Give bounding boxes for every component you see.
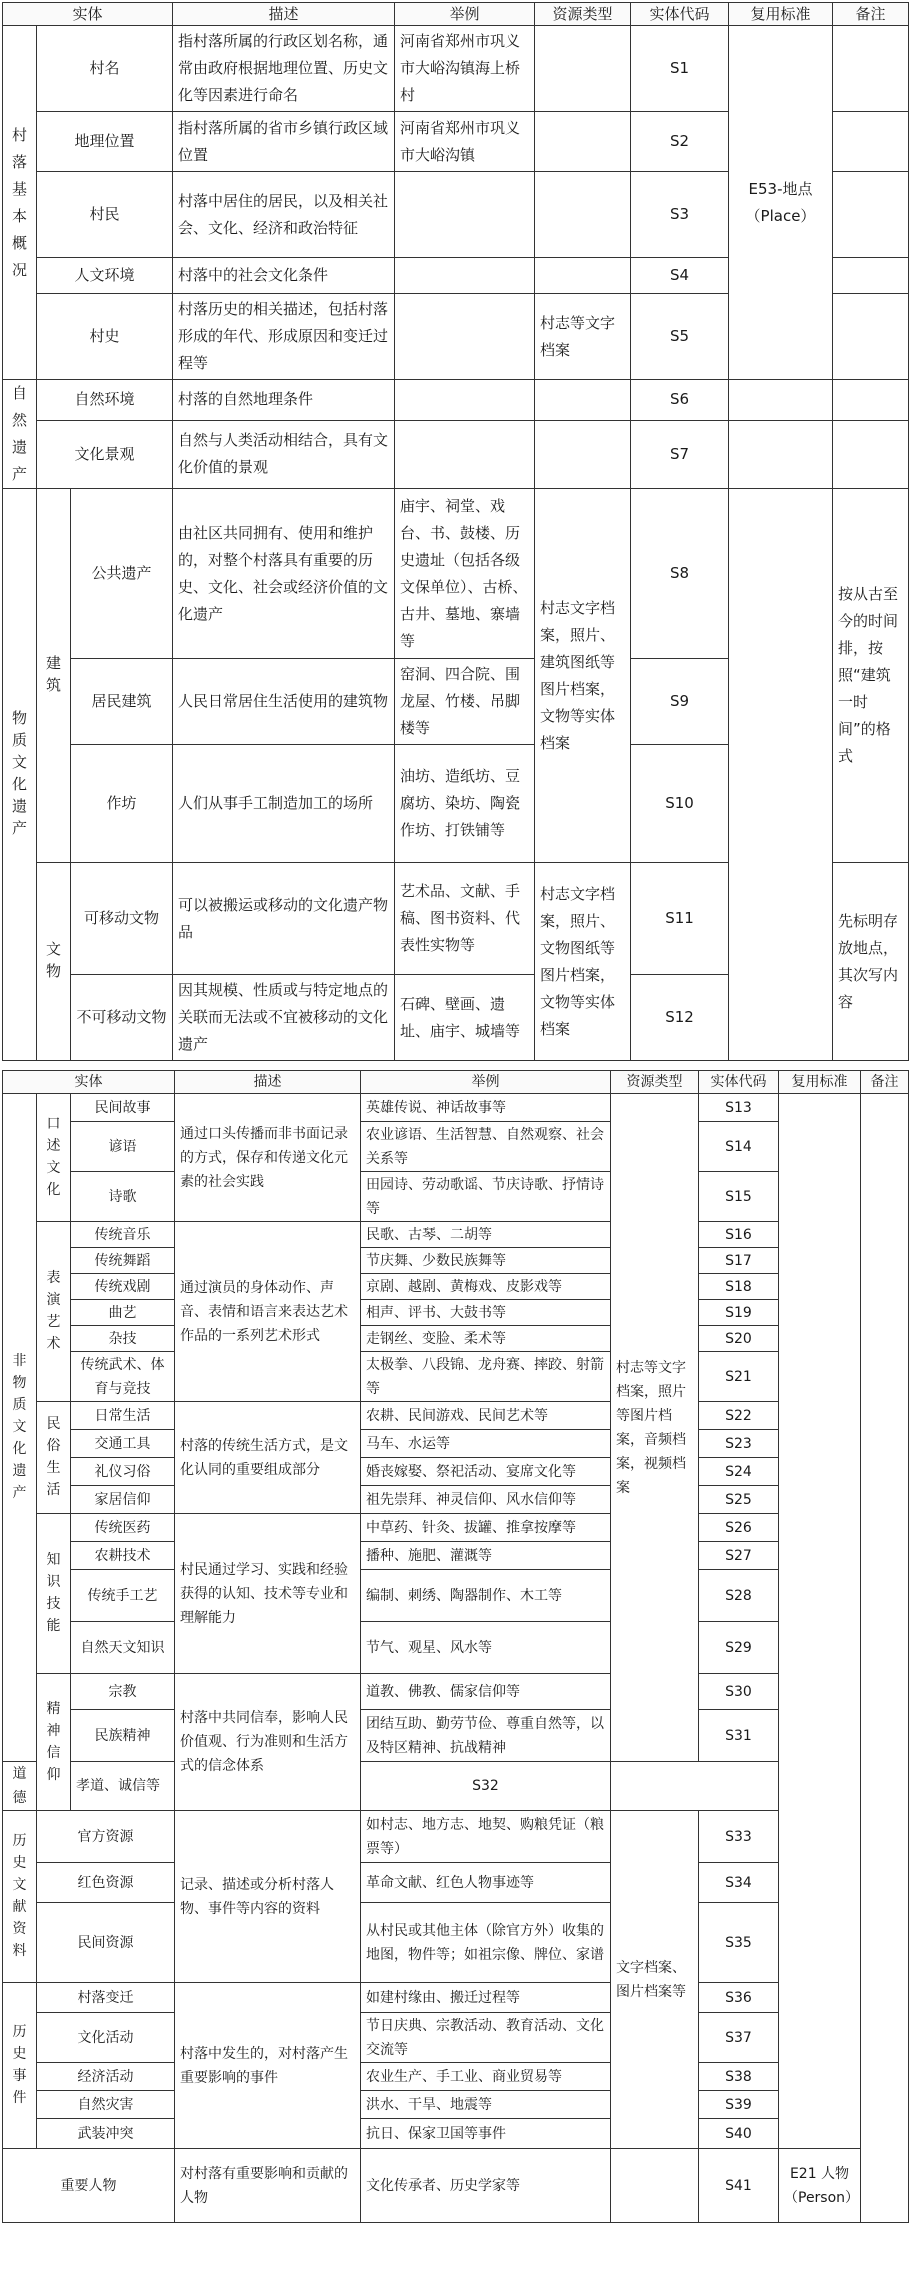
code-cell: S29 [699, 1622, 779, 1674]
example-cell: 如村志、地方志、地契、购粮凭证（粮票等） [361, 1811, 611, 1863]
example-cell: 河南省郑州市巩义市大峪沟镇海上桥村 [395, 26, 535, 112]
entity-cell: 谚语 [71, 1122, 175, 1172]
code-cell: S38 [699, 2063, 779, 2091]
example-cell: 节日庆典、宗教活动、教育活动、文化交流等 [361, 2013, 611, 2063]
entity-cell: 重要人物 [3, 2149, 175, 2223]
code-cell: S28 [699, 1570, 779, 1622]
note-cell [861, 1094, 909, 2223]
entity-cell: 公共遗产 [71, 489, 173, 659]
code-cell: S39 [699, 2091, 779, 2119]
code-cell: S19 [699, 1300, 779, 1326]
example-cell: 油坊、造纸坊、豆腐坊、染坊、陶瓷作坊、打铁铺等 [395, 745, 535, 863]
example-cell: 艺术品、文献、手稿、图书资料、代表性实物等 [395, 863, 535, 975]
example-cell: 革命文献、红色人物事迹等 [361, 1863, 611, 1903]
category-intangible: 非物质文化遗产 [3, 1094, 37, 1762]
resource-cell [535, 380, 631, 421]
example-cell [395, 380, 535, 421]
example-cell: 团结互助、勤劳节俭、尊重自然等，以及特区精神、抗战精神 [361, 1710, 611, 1762]
note-cell [833, 420, 909, 488]
entity-cell: 人文环境 [37, 258, 173, 294]
header-example: 举例 [361, 1071, 611, 1094]
code-cell: S22 [699, 1402, 779, 1430]
resource-cell [535, 258, 631, 294]
header-example: 举例 [395, 3, 535, 26]
code-cell: S26 [699, 1514, 779, 1542]
example-cell: 相声、评书、大鼓书等 [361, 1300, 611, 1326]
code-cell: S37 [699, 2013, 779, 2063]
subcategory-relic: 文物 [37, 863, 71, 1061]
desc-spirit: 村落中共同信奉，影响人民价值观、行为准则和生活方式的信念体系 [175, 1674, 361, 1811]
desc-cell: 村落中的社会文化条件 [173, 258, 395, 294]
entity-cell: 日常生活 [71, 1402, 175, 1430]
example-cell: 祖先崇拜、神灵信仰、风水信仰等 [361, 1486, 611, 1514]
desc-cell: 人民日常居住生活使用的建筑物 [173, 659, 395, 745]
resource-building: 村志文字档案，照片、建筑图纸等图片档案，文物等实体档案 [535, 489, 631, 863]
entity-cell: 民族精神 [71, 1710, 175, 1762]
code-cell: S33 [699, 1811, 779, 1863]
entity-cell: 村落变迁 [37, 1983, 175, 2013]
example-cell: 田园诗、劳动歌谣、节庆诗歌、抒情诗等 [361, 1172, 611, 1222]
example-cell: 走钢丝、变脸、柔术等 [361, 1326, 611, 1352]
category-basic: 村落基本概况 [3, 26, 37, 380]
entity-cell: 传统舞蹈 [71, 1248, 175, 1274]
reuse-person: E21 人物（Person） [779, 2149, 861, 2223]
desc-cell: 村落历史的相关描述，包括村落形成的年代、形成原因和变迁过程等 [173, 294, 395, 380]
subcategory-folk: 民俗生活 [37, 1402, 71, 1514]
code-cell: S35 [699, 1903, 779, 1983]
resource-cell [535, 112, 631, 172]
entity-cell: 传统手工艺 [71, 1570, 175, 1622]
entity-cell: 传统戏剧 [71, 1274, 175, 1300]
example-cell: 河南省郑州市巩义市大峪沟镇 [395, 112, 535, 172]
desc-events: 村落中发生的，对村落产生重要影响的事件 [175, 1983, 361, 2149]
code-cell: S11 [631, 863, 729, 975]
example-cell: 道教、佛教、儒家信仰等 [361, 1674, 611, 1710]
example-cell: 节气、观星、风水等 [361, 1622, 611, 1674]
example-cell: 太极拳、八段锦、龙舟赛、摔跤、射箭等 [361, 1352, 611, 1402]
header-reuse: 复用标准 [729, 3, 833, 26]
header-resource: 资源类型 [535, 3, 631, 26]
example-cell [395, 420, 535, 488]
desc-cell: 自然与人类活动相结合，具有文化价值的景观 [173, 420, 395, 488]
entity-table-part2 [2, 1070, 909, 2223]
code-cell: S16 [699, 1222, 779, 1248]
code-cell: S27 [699, 1542, 779, 1570]
example-cell: 庙宇、祠堂、戏台、书、鼓楼、历史遗址（包括各级文保单位）、古桥、古井、墓地、寨墙等 [395, 489, 535, 659]
example-cell [395, 294, 535, 380]
entity-cell: 家居信仰 [71, 1486, 175, 1514]
example-cell: 英雄传说、神话故事等 [361, 1094, 611, 1122]
entity-cell: 道德 [3, 1762, 37, 1811]
subcategory-knowledge: 知识技能 [37, 1514, 71, 1674]
reuse-cell [779, 1094, 861, 2149]
header-code: 实体代码 [699, 1071, 779, 1094]
example-cell: 农业生产、手工业、商业贸易等 [361, 2063, 611, 2091]
desc-cell: 因其规模、性质或与特定地点的关联而无法或不宜被移动的文化遗产 [173, 975, 395, 1061]
header-desc: 描述 [173, 3, 395, 26]
entity-cell: 地理位置 [37, 112, 173, 172]
entity-cell: 农耕技术 [71, 1542, 175, 1570]
desc-cell: 指村落所属的省市乡镇行政区域位置 [173, 112, 395, 172]
entity-cell: 诗歌 [71, 1172, 175, 1222]
example-cell: 马车、水运等 [361, 1430, 611, 1458]
example-cell [395, 258, 535, 294]
resource-cell [535, 172, 631, 258]
example-cell: 窑洞、四合院、围龙屋、竹楼、吊脚楼等 [395, 659, 535, 745]
entity-cell: 自然环境 [37, 380, 173, 421]
desc-cell: 村落中居住的居民，以及相关社会、文化、经济和政治特征 [173, 172, 395, 258]
entity-cell: 村史 [37, 294, 173, 380]
example-cell: 文化传承者、历史学家等 [361, 2149, 611, 2223]
desc-cell: 村落的自然地理条件 [173, 380, 395, 421]
note-cell [833, 26, 909, 112]
entity-cell: 村民 [37, 172, 173, 258]
entity-table-part1 [2, 2, 909, 1061]
note-cell [833, 112, 909, 172]
desc-cell: 人们从事手工制造加工的场所 [173, 745, 395, 863]
note-cell [833, 258, 909, 294]
code-cell: S20 [699, 1326, 779, 1352]
code-cell: S34 [699, 1863, 779, 1903]
entity-cell: 民间资源 [37, 1903, 175, 1983]
resource-cell [535, 26, 631, 112]
note-cell [833, 294, 909, 380]
note-cell [833, 172, 909, 258]
code-cell: S25 [699, 1486, 779, 1514]
entity-cell: 曲艺 [71, 1300, 175, 1326]
code-cell: S32 [361, 1762, 611, 1811]
category-history-docs: 历史文献资料 [3, 1811, 37, 1983]
note-building: 按从古至今的时间排，按照“建筑一时间”的格式 [833, 489, 909, 863]
header-note: 备注 [833, 3, 909, 26]
code-cell: S31 [699, 1710, 779, 1762]
code-cell: S4 [631, 258, 729, 294]
code-cell: S5 [631, 294, 729, 380]
example-cell: 孝道、诚信等 [71, 1762, 175, 1811]
entity-cell: 民间故事 [71, 1094, 175, 1122]
subcategory-spirit: 精神信仰 [37, 1674, 71, 1811]
example-cell: 如建村缘由、搬迁过程等 [361, 1983, 611, 2013]
resource-cell [535, 420, 631, 488]
header-entity: 实体 [3, 3, 173, 26]
code-cell: S18 [699, 1274, 779, 1300]
desc-oral: 通过口头传播而非书面记录的方式，保存和传递文化元素的社会实践 [175, 1094, 361, 1222]
code-cell: S24 [699, 1458, 779, 1486]
reuse-cell [729, 380, 833, 421]
note-cell [833, 380, 909, 421]
subcategory-building: 建筑 [37, 489, 71, 863]
code-cell: S10 [631, 745, 729, 863]
code-cell: S15 [699, 1172, 779, 1222]
entity-cell: 传统武术、体育与竞技 [71, 1352, 175, 1402]
entity-cell: 文化活动 [37, 2013, 175, 2063]
header-entity: 实体 [3, 1071, 175, 1094]
entity-cell: 经济活动 [37, 2063, 175, 2091]
code-cell: S1 [631, 26, 729, 112]
example-cell: 民歌、古琴、二胡等 [361, 1222, 611, 1248]
entity-cell: 武装冲突 [37, 2119, 175, 2149]
header-note: 备注 [861, 1071, 909, 1094]
example-cell: 农业谚语、生活智慧、自然观察、社会关系等 [361, 1122, 611, 1172]
entity-cell: 自然灾害 [37, 2091, 175, 2119]
header-reuse: 复用标准 [779, 1071, 861, 1094]
reuse-place: E53-地点（Place） [729, 26, 833, 380]
resource-history: 文字档案、图片档案等 [611, 1811, 699, 2149]
category-nature: 自然遗产 [3, 380, 37, 489]
example-cell: 播种、施肥、灌溉等 [361, 1542, 611, 1570]
example-cell [395, 172, 535, 258]
entity-cell: 杂技 [71, 1326, 175, 1352]
desc-cell: 由社区共同拥有、使用和维护的，对整个村落具有重要的历史、文化、社会或经济价值的文化遗产 [173, 489, 395, 659]
resource-cell [611, 2149, 699, 2223]
code-cell: S13 [699, 1094, 779, 1122]
resource-intangible: 村志等文字档案，照片等图片档案，音频档案，视频档案 [611, 1094, 699, 1762]
reuse-cell [729, 489, 833, 1061]
category-material: 物质文化遗产 [3, 489, 37, 1061]
entity-cell: 作坊 [71, 745, 173, 863]
example-cell: 节庆舞、少数民族舞等 [361, 1248, 611, 1274]
entity-cell: 居民建筑 [71, 659, 173, 745]
resource-cell: 村志等文字档案 [535, 294, 631, 380]
entity-cell: 传统医药 [71, 1514, 175, 1542]
code-cell: S2 [631, 112, 729, 172]
desc-cell: 可以被搬运或移动的文化遗产物品 [173, 863, 395, 975]
code-cell: S41 [699, 2149, 779, 2223]
code-cell: S9 [631, 659, 729, 745]
example-cell: 编制、刺绣、陶器制作、木工等 [361, 1570, 611, 1622]
header-resource: 资源类型 [611, 1071, 699, 1094]
example-cell: 从村民或其他主体（除官方外）收集的地图，物件等；如祖宗像、牌位、家谱 [361, 1903, 611, 1983]
entity-cell: 可移动文物 [71, 863, 173, 975]
code-cell: S7 [631, 420, 729, 488]
example-cell: 京剧、越剧、黄梅戏、皮影戏等 [361, 1274, 611, 1300]
desc-cell: 指村落所属的行政区划名称，通常由政府根据地理位置、历史文化等因素进行命名 [173, 26, 395, 112]
example-cell: 石碑、壁画、遗址、庙宇、城墙等 [395, 975, 535, 1061]
code-cell: S17 [699, 1248, 779, 1274]
entity-cell: 礼仪习俗 [71, 1458, 175, 1486]
example-cell: 农耕、民间游戏、民间艺术等 [361, 1402, 611, 1430]
category-history-events: 历史事件 [3, 1983, 37, 2149]
example-cell: 抗日、保家卫国等事件 [361, 2119, 611, 2149]
desc-person: 对村落有重要影响和贡献的人物 [175, 2149, 361, 2223]
header-code: 实体代码 [631, 3, 729, 26]
reuse-cell [729, 420, 833, 488]
desc-knowledge: 村民通过学习、实践和经验获得的认知、技术等专业和理解能力 [175, 1514, 361, 1674]
entity-cell: 村名 [37, 26, 173, 112]
code-cell: S3 [631, 172, 729, 258]
code-cell: S40 [699, 2119, 779, 2149]
entity-cell: 红色资源 [37, 1863, 175, 1903]
code-cell: S14 [699, 1122, 779, 1172]
subcategory-oral: 口述文化 [37, 1094, 71, 1222]
entity-cell: 交通工具 [71, 1430, 175, 1458]
subcategory-perform: 表演艺术 [37, 1222, 71, 1402]
note-relic: 先标明存放地点，其次写内容 [833, 863, 909, 1061]
desc-docs: 记录、描述或分析村落人物、事件等内容的资料 [175, 1811, 361, 1983]
desc-perform: 通过演员的身体动作、声音、表情和语言来表达艺术作品的一系列艺术形式 [175, 1222, 361, 1402]
resource-relic: 村志文字档案，照片、文物图纸等图片档案，文物等实体档案 [535, 863, 631, 1061]
example-cell: 中草药、针灸、拔罐、推拿按摩等 [361, 1514, 611, 1542]
code-cell: S6 [631, 380, 729, 421]
code-cell: S36 [699, 1983, 779, 2013]
desc-folk: 村落的传统生活方式，是文化认同的重要组成部分 [175, 1402, 361, 1514]
code-cell: S23 [699, 1430, 779, 1458]
example-cell: 婚丧嫁娶、祭祀活动、宴席文化等 [361, 1458, 611, 1486]
header-desc: 描述 [175, 1071, 361, 1094]
code-cell: S12 [631, 975, 729, 1061]
example-cell: 洪水、干旱、地震等 [361, 2091, 611, 2119]
code-cell: S30 [699, 1674, 779, 1710]
code-cell: S8 [631, 489, 729, 659]
entity-cell: 宗教 [71, 1674, 175, 1710]
entity-cell: 传统音乐 [71, 1222, 175, 1248]
entity-cell: 自然天文知识 [71, 1622, 175, 1674]
code-cell: S21 [699, 1352, 779, 1402]
entity-cell: 官方资源 [37, 1811, 175, 1863]
entity-cell: 不可移动文物 [71, 975, 173, 1061]
entity-cell: 文化景观 [37, 420, 173, 488]
